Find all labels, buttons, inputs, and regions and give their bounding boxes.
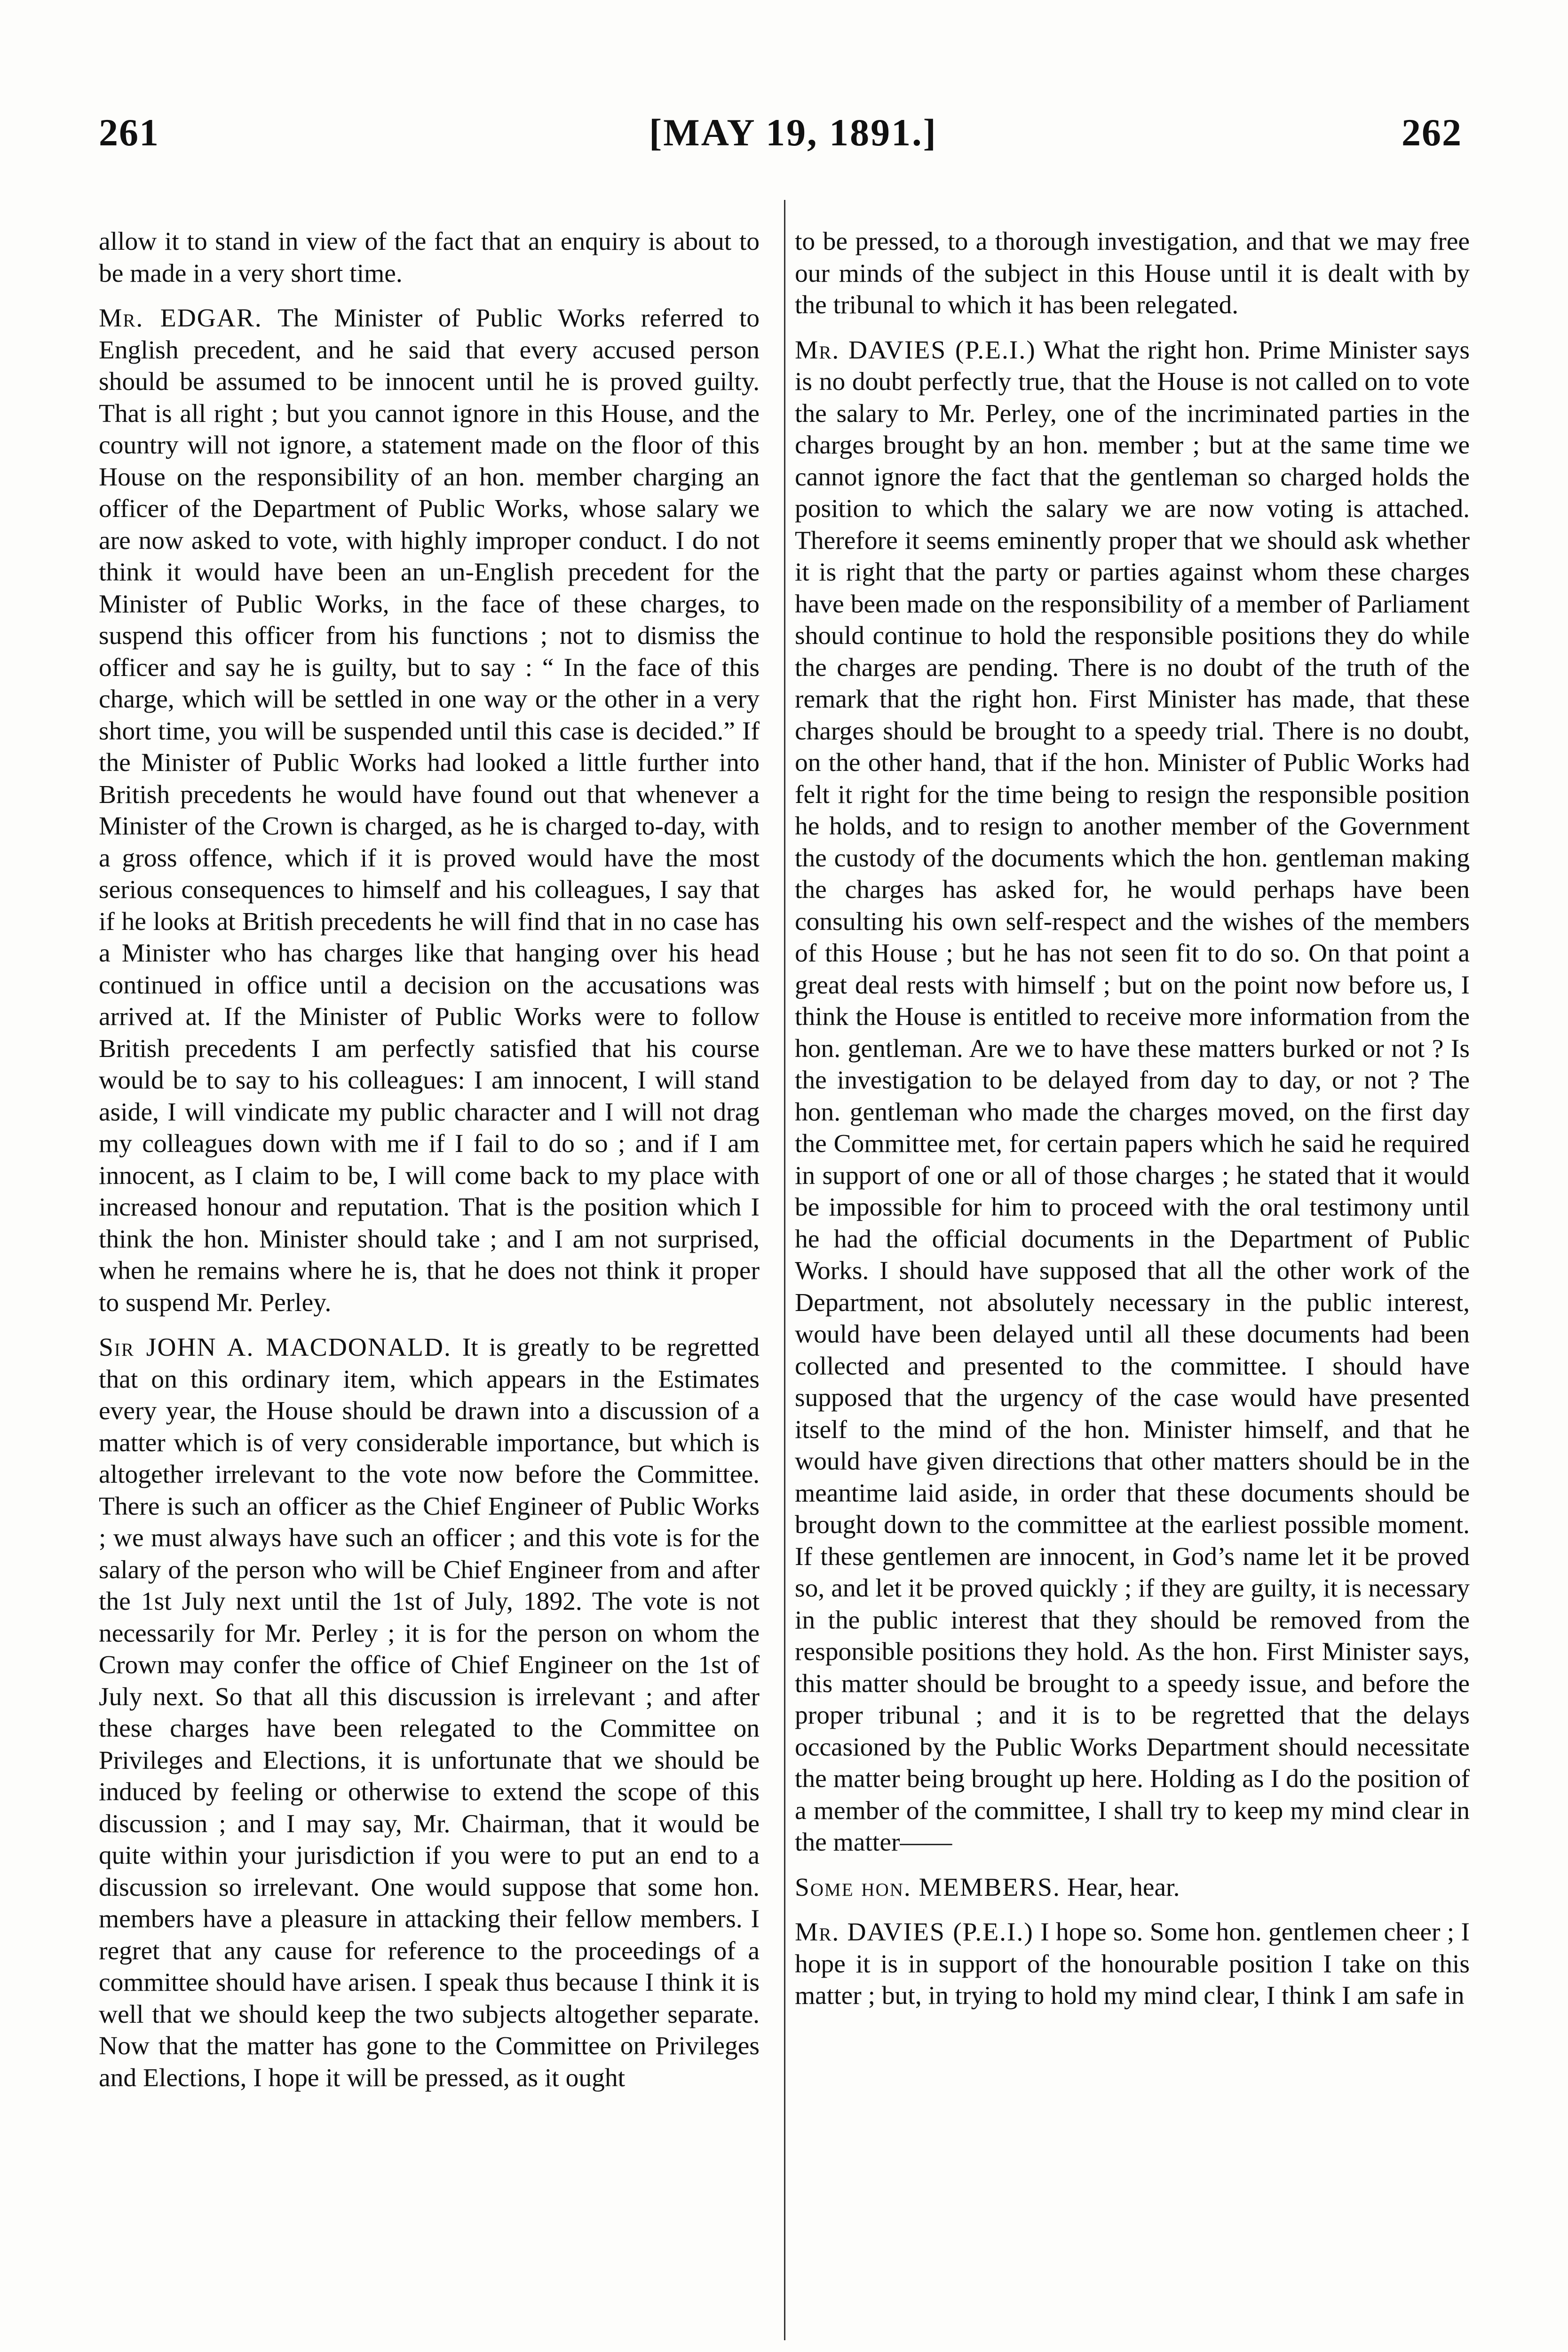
speaker-name: Some hon. MEMBERS. [795,1873,1061,1902]
speech-text: What the right hon. Prime Minister says is no doubt perfectly true, that the House is not called on to vote the salary to Mr. Perley, one of the incriminated parties in the charges brought by an hon. member ; but at the same time we cannot ignore the fact that the gentleman so charged holds the position to which the salary we are now voting is attached. Therefore it seems eminently proper that we should ask whether it is right that the party or parties against whom these charges have been made on the responsibility of a member of Parliament should continue to hold the responsible positions they do while the charges are pending. There is no doubt of the truth of the remark that the right hon. First Minister has made, that these charges should be brought to a speedy trial. There is no doubt, on the other hand, that if the hon. Minister of Public Works had felt it right for the time being to resign the responsible position he holds, and to resign to another member of the Government the custody of the documents which the hon. gentleman making the charges has asked for, he would perhaps have been consulting his own self-respect and the wishes of the members of this House ; but he has not seen fit to do so. On that point a great deal rests with himself ; but on the point now before us, I think the House is entitled to receive more information from the hon. gentleman. Are we to have these matters burked or not ? Is the investigation to be delayed from day to day, or not ? The hon. gentleman who made the charges moved, on the first day the Committee met, for certain papers which he said he required in support of one or all of those charges ; he stated that it would be impossible for him to proceed with the oral testimony until he had the official documents in the Department of Public Works. I should have supposed that all the other work of the Department, not absolutely necessary in the public interest, would have been delayed until all these documents had been collected and presented to the committee. I should have supposed that the urgency of the case would have presented itself to the mind of the hon. Minister himself, and that he would have given directions that other matters should be in the meantime laid aside, in order that these documents should be brought down to the committee at the earliest possible moment. If these gentlemen are innocent, in God’s name let it be proved so, and let it be proved quickly ; if they are guilty, it is necessary in the public interest that they should be removed from the responsible positions they hold. As the hon. First Minister says, this matter should be brought to a speedy issue, and before the proper tribunal ; and it is to be regretted that the delays occasioned by the Public Works Department should necessitate the matter being brought up here. Holding as I do the position of a member of the committee, I shall try to keep my mind clear in the matter—— [795,335,1470,1857]
speaker-name: Mr. DAVIES (P.E.I.) [795,335,1036,365]
speaker-name: Sir JOHN A. MACDONALD. [99,1333,451,1362]
header-date: [MAY 19, 1891.] [649,111,937,154]
paragraph [99,1332,760,2094]
speaker-name: Mr. EDGAR. [99,304,262,333]
left-column [99,226,760,2094]
right-column [795,226,1470,2012]
paragraph [99,302,760,1319]
paragraph: allow it to stand in view of the fact that an enquiry is about to be made in a very short time. [99,227,760,288]
speech-text: I hope so. Some hon. gentlemen cheer ; I hope it is in support of the honourable position I take on this matter ; but, in trying to hold my mind clear, I think I am safe in [795,1918,1470,2010]
paragraph [795,334,1470,1859]
speech-text: It is greatly to be regretted that on this ordinary item, which appears in the Estimates every year, the House should be drawn into a discussion of a matter which is of very considerable importance, but which is altogether irrelevant to the vote now before the Committee. There is such an officer as the Chief Engineer of Public Works ; we must always have such an officer ; and this vote is for the salary of the person who will be Chief Engineer from and after the 1st July next until the 1st of July, 1892. The vote is not necessarily for Mr. Perley ; it is for the person on whom the Crown may confer the office of Chief Engineer on the 1st of July next. So that all this discussion is irrelevant ; and after these charges have been relegated to the Committee on Privileges and Elections, it is unfortunate that we should be induced by feeling or otherwise to extend the scope of this discussion ; and I may say, Mr. Chairman, that it would be quite within your jurisdiction if you were to put an end to a discussion so irrelevant. One would suppose that some hon. members have a pleasure in attacking their fellow members. I regret that any cause for reference to the proceedings of a committee should have arisen. I speak thus because I think it is well that we should keep the two subjects altogether separate. Now that the matter has gone to the Committee on Privileges and Elections, I hope it will be pressed, as it ought [99,1333,760,2092]
speech-text: The Minister of Public Works referred to English precedent, and he said that every accused person should be assumed to be innocent until he is proved guilty. That is all right ; but you cannot ignore in this House, and the country will not ignore, a statement made on the floor of this House on the responsibility of an hon. member charging an officer of the Department of Public Works, whose salary we are now asked to vote, with highly improper conduct. I do not think it would have been an un-English precedent for the Minister of Public Works, in the face of these charges, to suspend this officer from his functions ; not to dismiss the officer and say he is guilty, but to say : “ In the face of this charge, which will be settled in one way or the other in a very short time, you will be suspended until this case is decided.” If the Minister of Public Works had looked a little further into British precedents he would have found out that whenever a Minister of the Crown is charged, as he is charged to-day, with a gross offence, which if it is proved would have the most serious consequences to himself and his colleagues, I say that if he looks at British precedents he will find that in no case has a Minister who has charges like that hanging over his head continued in office until a decision on the accusations was arrived at. If the Minister of Public Works were to follow British precedents I am perfectly satisfied that his course would be to say to his colleagues: I am innocent, I will stand aside, I will vindicate my public character and I will not drag my colleagues down with me if I fail to do so ; and if I am innocent, as I claim to be, I will come back to my place with increased honour and reputation. That is the position which I think the hon. Minister should take ; and I am not surprised, when he remains where he is, that he does not think it proper to suspend Mr. Perley. [99,304,760,1317]
page-header [0,0,1568,179]
speech-text: Hear, hear. [1060,1873,1180,1902]
paragraph [795,1916,1470,2012]
paragraph: to be pressed, to a thorough investigation, and that we may free our minds of the subject in this House until it is dealt with by the tribunal to which it has been relegated. [795,227,1470,319]
speaker-name: Mr. DAVIES (P.E.I.) [795,1918,1034,1947]
page-number-right: 262 [1402,111,1462,154]
page-number-left: 261 [99,111,159,154]
column-divider [784,200,785,2340]
paragraph [795,1872,1470,1904]
